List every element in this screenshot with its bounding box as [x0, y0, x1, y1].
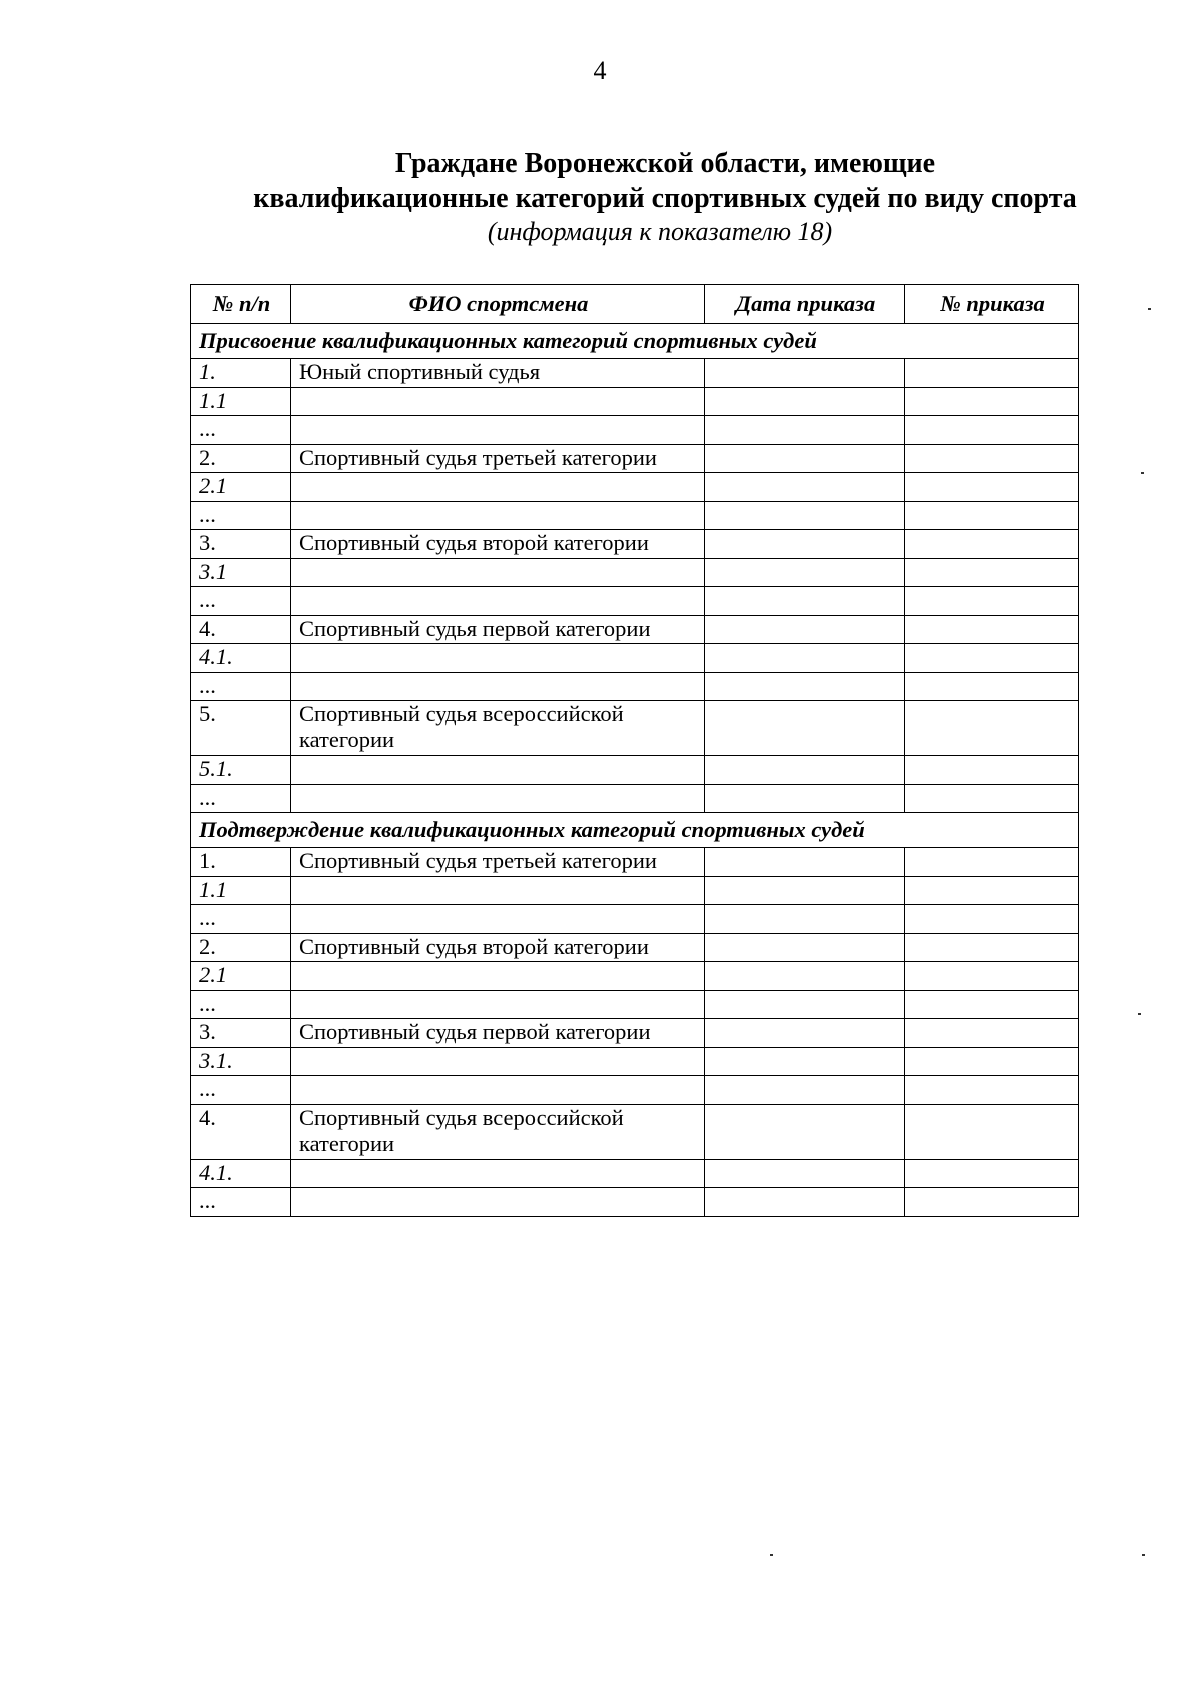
row-category-name: [291, 587, 705, 616]
table-row: [191, 1188, 1079, 1217]
row-number: 5.1.: [191, 756, 291, 785]
header-order-date: Дата приказа: [705, 285, 905, 324]
row-number: ...: [191, 905, 291, 934]
scan-speck: [1141, 472, 1144, 474]
judges-table: [190, 284, 1079, 1217]
table-row: [191, 473, 1079, 502]
row-number: 3.: [191, 530, 291, 559]
row-order-number: [905, 530, 1079, 559]
table-row: [191, 962, 1079, 991]
row-number: 4.: [191, 615, 291, 644]
row-order-date: [705, 1159, 905, 1188]
row-order-number: [905, 359, 1079, 388]
table-row: [191, 587, 1079, 616]
row-number: 4.: [191, 1104, 291, 1159]
row-order-number: [905, 387, 1079, 416]
row-number: 2.: [191, 444, 291, 473]
row-order-number: [905, 1188, 1079, 1217]
table-row: [191, 615, 1079, 644]
row-order-number: [905, 558, 1079, 587]
row-number: ...: [191, 990, 291, 1019]
row-category-name: [291, 644, 705, 673]
table-row: [191, 644, 1079, 673]
row-number: ...: [191, 1188, 291, 1217]
table-row: [191, 876, 1079, 905]
row-order-date: [705, 615, 905, 644]
row-number: 1.1: [191, 876, 291, 905]
table-row: [191, 848, 1079, 877]
scan-speck: [1148, 308, 1151, 310]
table-row: [191, 416, 1079, 445]
row-order-date: [705, 756, 905, 785]
row-order-number: [905, 1104, 1079, 1159]
row-order-date: [705, 558, 905, 587]
row-category-name: Спортивный судья первой категории: [291, 615, 705, 644]
row-number: 1.1: [191, 387, 291, 416]
row-category-name: [291, 905, 705, 934]
row-order-number: [905, 1047, 1079, 1076]
table-row: [191, 990, 1079, 1019]
header-order-number: № приказа: [905, 285, 1079, 324]
row-order-number: [905, 587, 1079, 616]
row-order-date: [705, 444, 905, 473]
row-category-name: [291, 756, 705, 785]
row-order-number: [905, 962, 1079, 991]
row-number: ...: [191, 501, 291, 530]
row-order-date: [705, 359, 905, 388]
table-body: [191, 324, 1079, 813]
scan-speck: [1142, 1554, 1145, 1556]
title-line-1: Граждане Воронежской области, имеющие: [394, 148, 936, 179]
row-order-date: [705, 848, 905, 877]
row-order-number: [905, 876, 1079, 905]
table-row: [191, 1159, 1079, 1188]
row-number: 3.1: [191, 558, 291, 587]
section-title-assignment: Присвоение квалификационных категорий спортивных судей: [191, 324, 1079, 359]
row-order-number: [905, 672, 1079, 701]
row-order-date: [705, 644, 905, 673]
row-category-name: [291, 387, 705, 416]
row-order-number: [905, 933, 1079, 962]
row-order-date: [705, 962, 905, 991]
row-number: ...: [191, 672, 291, 701]
table-row: [191, 387, 1079, 416]
row-number: 4.1.: [191, 644, 291, 673]
row-number: ...: [191, 587, 291, 616]
row-order-date: [705, 672, 905, 701]
table-header-row: [191, 285, 1079, 324]
row-order-date: [705, 501, 905, 530]
row-order-date: [705, 587, 905, 616]
row-order-date: [705, 1019, 905, 1048]
row-order-number: [905, 756, 1079, 785]
row-category-name: [291, 1076, 705, 1105]
scan-speck: [770, 1554, 773, 1556]
table-row: [191, 444, 1079, 473]
row-number: 3.: [191, 1019, 291, 1048]
row-order-number: [905, 473, 1079, 502]
row-order-date: [705, 876, 905, 905]
row-order-date: [705, 1076, 905, 1105]
row-order-date: [705, 1047, 905, 1076]
row-category-name: Спортивный судья второй категории: [291, 933, 705, 962]
row-category-name: Спортивный судья третьей категории: [291, 444, 705, 473]
row-number: 3.1.: [191, 1047, 291, 1076]
row-number: ...: [191, 1076, 291, 1105]
row-number: 1.: [191, 359, 291, 388]
row-category-name: Спортивный судья первой категории: [291, 1019, 705, 1048]
section-row: [191, 324, 1079, 359]
row-order-number: [905, 990, 1079, 1019]
row-number: 5.: [191, 701, 291, 756]
row-order-date: [705, 784, 905, 813]
row-category-name: [291, 784, 705, 813]
row-category-name: [291, 473, 705, 502]
row-category-name: [291, 990, 705, 1019]
row-order-number: [905, 644, 1079, 673]
row-order-number: [905, 615, 1079, 644]
row-order-number: [905, 784, 1079, 813]
row-category-name: [291, 416, 705, 445]
row-order-date: [705, 990, 905, 1019]
row-order-date: [705, 1104, 905, 1159]
table-row: [191, 501, 1079, 530]
row-number: 2.: [191, 933, 291, 962]
row-order-date: [705, 905, 905, 934]
scan-speck: [1138, 1013, 1141, 1015]
row-category-name: [291, 1047, 705, 1076]
table-row: [191, 672, 1079, 701]
row-category-name: [291, 672, 705, 701]
row-number: 2.1: [191, 473, 291, 502]
row-order-number: [905, 444, 1079, 473]
row-order-date: [705, 387, 905, 416]
section-title-confirmation: Подтверждение квалификационных категорий спортивных судей: [191, 813, 1079, 848]
table-row: [191, 933, 1079, 962]
row-order-date: [705, 416, 905, 445]
row-number: 4.1.: [191, 1159, 291, 1188]
table-row: [191, 530, 1079, 559]
row-order-number: [905, 416, 1079, 445]
row-order-number: [905, 701, 1079, 756]
table-row: [191, 784, 1079, 813]
row-order-number: [905, 501, 1079, 530]
row-order-date: [705, 1188, 905, 1217]
row-category-name: [291, 876, 705, 905]
table-row: [191, 1047, 1079, 1076]
row-category-name: [291, 1159, 705, 1188]
row-number: 1.: [191, 848, 291, 877]
row-category-name: Юный спортивный судья: [291, 359, 705, 388]
row-category-name: Спортивный судья второй категории: [291, 530, 705, 559]
row-number: ...: [191, 784, 291, 813]
table-body-confirmation: [191, 813, 1079, 1217]
row-order-date: [705, 530, 905, 559]
table-row: [191, 359, 1079, 388]
table-row: [191, 756, 1079, 785]
row-order-date: [705, 473, 905, 502]
table-row: [191, 701, 1079, 756]
row-category-name: Спортивный судья всероссийской категории: [291, 701, 705, 756]
row-order-number: [905, 905, 1079, 934]
row-order-number: [905, 1019, 1079, 1048]
table-row: [191, 1019, 1079, 1048]
row-order-date: [705, 701, 905, 756]
page-number: 4: [593, 56, 607, 85]
row-category-name: Спортивный судья третьей категории: [291, 848, 705, 877]
table-row: [191, 905, 1079, 934]
row-category-name: [291, 1188, 705, 1217]
row-number: ...: [191, 416, 291, 445]
document-subtitle: (информация к показателю 18): [487, 217, 833, 246]
row-order-number: [905, 848, 1079, 877]
row-number: 2.1: [191, 962, 291, 991]
table-row: [191, 1104, 1079, 1159]
row-order-number: [905, 1076, 1079, 1105]
title-line-2: квалификационные категорий спортивных судей по виду спорта: [253, 183, 1077, 214]
header-name: ФИО спортсмена: [291, 285, 705, 324]
document-title: [0, 146, 1200, 216]
row-category-name: [291, 558, 705, 587]
row-category-name: [291, 962, 705, 991]
table-row: [191, 558, 1079, 587]
row-order-date: [705, 933, 905, 962]
row-category-name: [291, 501, 705, 530]
section-row: [191, 813, 1079, 848]
row-order-number: [905, 1159, 1079, 1188]
header-number: № п/п: [191, 285, 291, 324]
row-category-name: Спортивный судья всероссийской категории: [291, 1104, 705, 1159]
table-row: [191, 1076, 1079, 1105]
